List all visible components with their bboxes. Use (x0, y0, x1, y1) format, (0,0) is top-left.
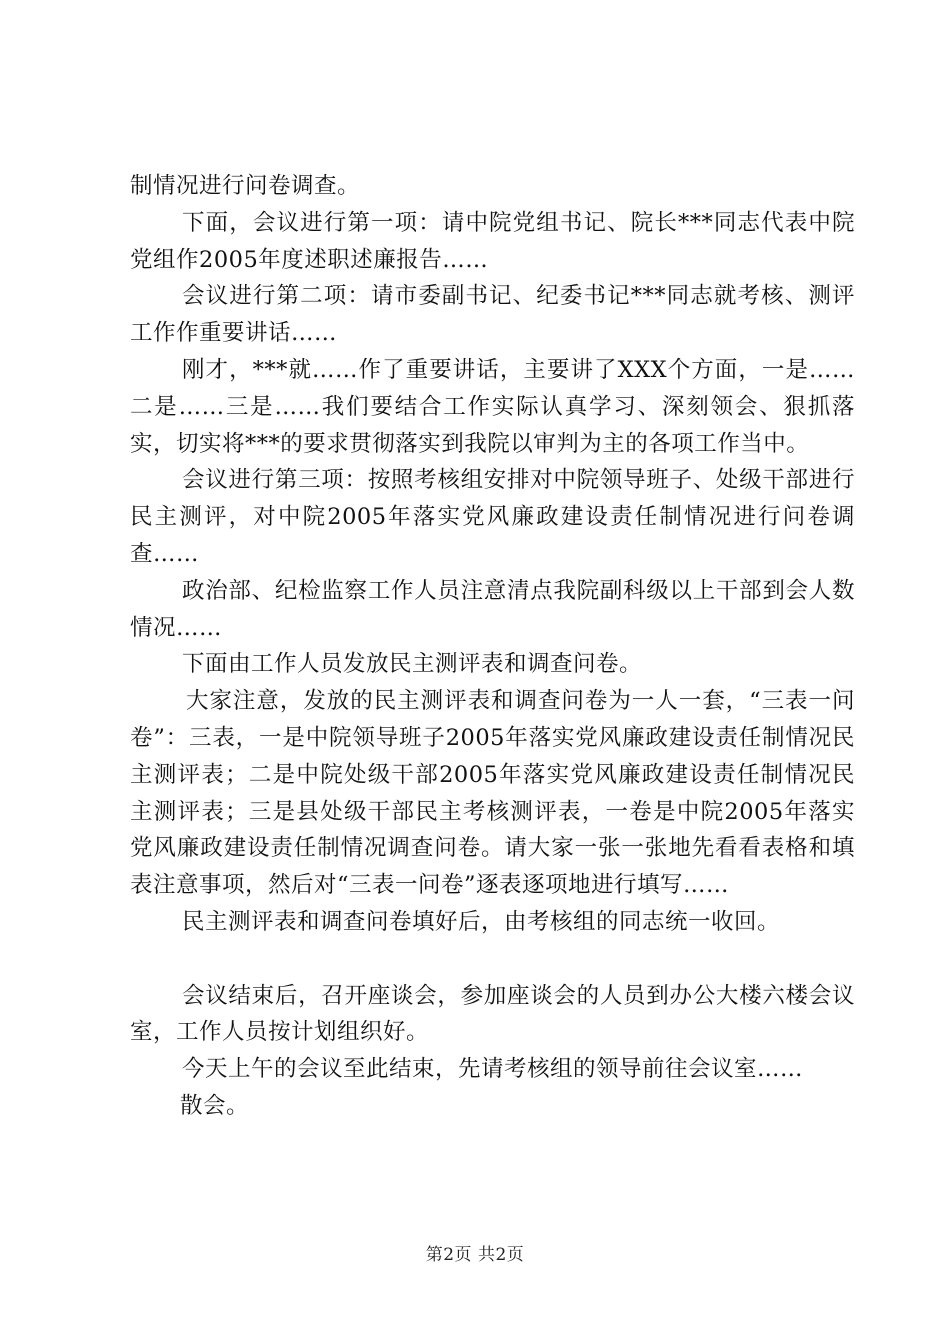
paragraph-spacer (130, 941, 855, 978)
paragraph-closing: 今天上午的会议至此结束，先请考核组的领导前往会议室…… (182, 1056, 804, 1083)
paragraph-notice: 大家注意，发放的民主测评表和调查问卷为一人一套，“三表一问卷”：三表，一是中院领导班子2005年落实党风廉政建设责任制情况民主测评表；二是中院处级干部2005年落实党风廉政建设责任制情况民主测评表；三是县处级干部民主考核测评表，一卷是中院2005年落实党风廉政建设责任制情况调查问卷。请大家一张一张地先看看表格和填表注意事项，然后对“三表一问卷”逐表逐项地进行填写…… (130, 688, 855, 899)
paragraph-speech-summary: 刚才，***就……作了重要讲话，主要讲了XXX个方面，一是……二是……三是……我们要结合工作实际认真学习、深刻领会、狠抓落实，切实将***的要求贯彻落实到我院以审判为主的各项工作当中。 (130, 356, 855, 457)
page-footer: 第2页 共2页 (425, 1245, 525, 1265)
paragraph-adjourn: 散会。 (180, 1092, 250, 1119)
paragraph-collection: 民主测评表和调查问卷填好后，由考核组的同志统一收回。 (182, 908, 781, 935)
paragraph-continuation: 制情况进行问卷调查。 (130, 173, 361, 199)
paragraph-item-two: 会议进行第二项：请市委副书记、纪委书记***同志就考核、测评工作作重要讲话…… (130, 283, 855, 347)
paragraph-item-three: 会议进行第三项：按照考核组安排对中院领导班子、处级干部进行民主测评，对中院2005年落实党风廉政建设责任制情况进行问卷调查…… (130, 467, 855, 567)
document-body (130, 168, 855, 1125)
paragraph-item-one: 下面，会议进行第一项：请中院党组书记、院长***同志代表中院党组作2005年度述职述廉报告…… (130, 209, 855, 273)
paragraph-symposium: 会议结束后，召开座谈会，参加座谈会的人员到办公大楼六楼会议室，工作人员按计划组织好。 (130, 982, 855, 1046)
paragraph-attendance: 政治部、纪检监察工作人员注意清点我院副科级以上干部到会人数情况…… (130, 577, 855, 641)
paragraph-distribution: 下面由工作人员发放民主测评表和调查问卷。 (182, 651, 643, 678)
